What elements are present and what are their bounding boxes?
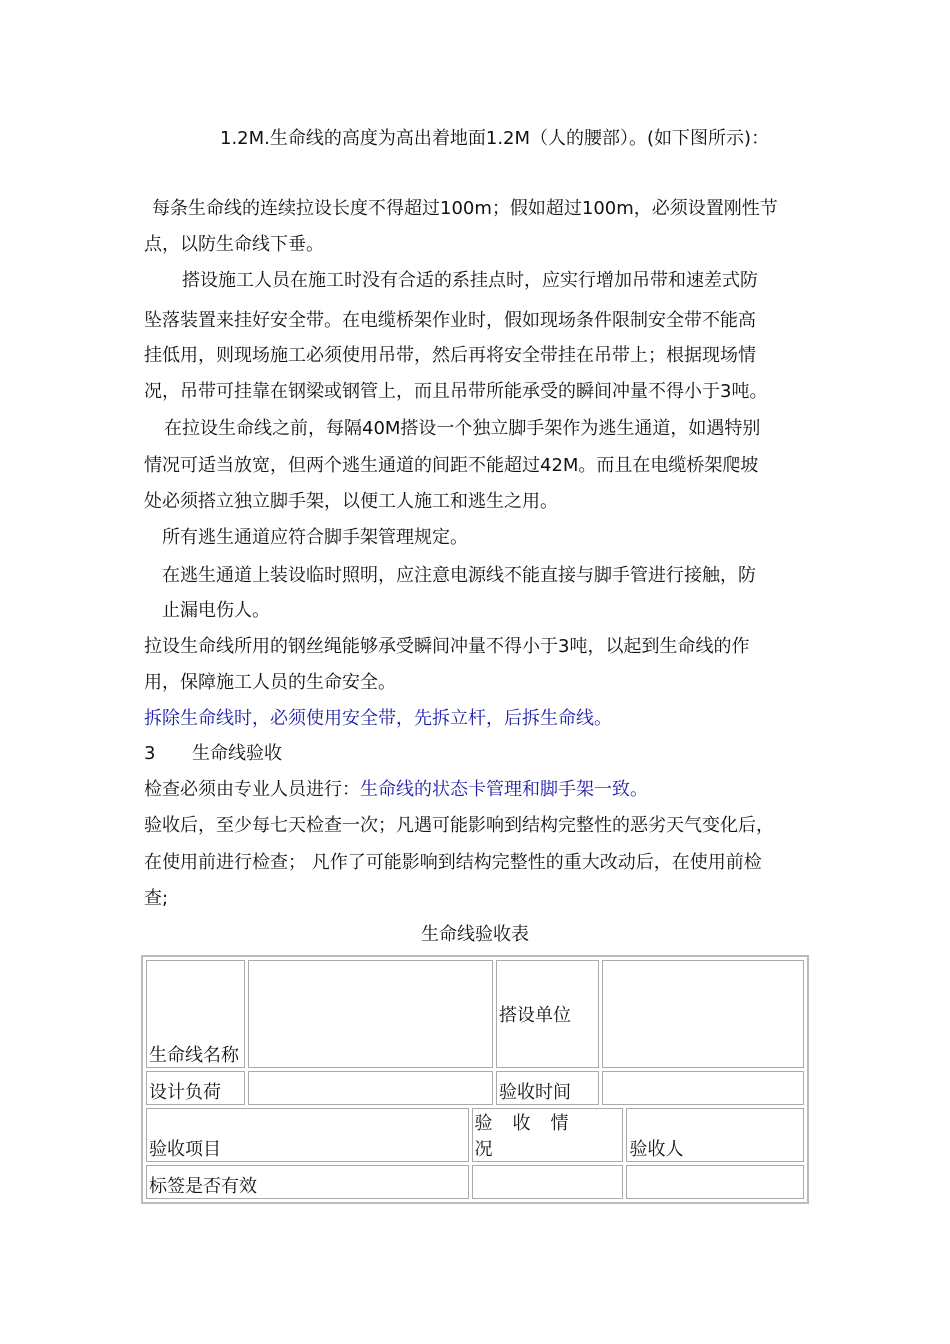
line-18-lead: 检查必须由专业人员进行： bbox=[144, 779, 360, 800]
section-number: 3 bbox=[144, 743, 156, 764]
line-20: 在使用前进行检查； 凡作了可能影响到结构完整性的重大改动后，在使用前检 bbox=[144, 852, 762, 873]
line-2: 每条生命线的连续拉设长度不得超过100m；假如超过100m，必须设置刚性节 bbox=[152, 198, 778, 219]
line-8: 在拉设生命线之前，每隔40M搭设一个独立脚手架作为逃生通道，如遇特别 bbox=[164, 418, 761, 439]
person-label: 验收人 bbox=[626, 1108, 804, 1162]
line-9: 情况可适当放宽，但两个逃生通道的间距不能超过42M。而且在电缆桥架爬坡 bbox=[144, 455, 759, 476]
load-value bbox=[248, 1071, 493, 1105]
line-11: 所有逃生通道应符合脚手架管理规定。 bbox=[162, 527, 468, 548]
time-label: 验收时间 bbox=[496, 1071, 599, 1105]
line-7: 况，吊带可挂靠在钢梁或钢管上，而且吊带所能承受的瞬间冲量不得小于3吨。 bbox=[144, 381, 768, 402]
section-title: 生命线验收 bbox=[192, 743, 282, 764]
time-value bbox=[602, 1071, 804, 1105]
line-1: 1.2M.生命线的高度为高出着地面1.2M（人的腰部）。(如下图所示)： bbox=[220, 128, 770, 149]
acceptance-table bbox=[141, 955, 809, 1204]
line-18-highlight: 生命线的状态卡管理和脚手架一致。 bbox=[360, 779, 648, 800]
item-label: 验收项目 bbox=[146, 1108, 469, 1162]
line-19: 验收后，至少每七天检查一次；凡遇可能影响到结构完整性的恶劣天气变化后， bbox=[144, 815, 774, 836]
table-caption: 生命线验收表 bbox=[421, 924, 529, 945]
line-12: 在逃生通道上装设临时照明，应注意电源线不能直接与脚手管进行接触，防 bbox=[162, 565, 756, 586]
line-16: 拆除生命线时，必须使用安全带，先拆立杆，后拆生命线。 bbox=[144, 708, 612, 729]
line-3: 点，以防生命线下垂。 bbox=[144, 234, 324, 255]
line-13: 止漏电伤人。 bbox=[162, 600, 270, 621]
load-label: 设计负荷 bbox=[146, 1071, 245, 1105]
tag-status-value bbox=[472, 1165, 624, 1199]
line-5: 坠落装置来挂好安全带。在电缆桥架作业时，假如现场条件限制安全带不能高 bbox=[144, 310, 756, 331]
name-value bbox=[248, 960, 493, 1068]
status-label: 验收情况 bbox=[472, 1108, 624, 1162]
line-6: 挂低用，则现场施工必须使用吊带，然后再将安全带挂在吊带上；根据现场情 bbox=[144, 345, 756, 366]
line-21: 查; bbox=[144, 888, 169, 909]
line-4: 搭设施工人员在施工时没有合适的系挂点时，应实行增加吊带和速差式防 bbox=[182, 270, 758, 291]
unit-value bbox=[602, 960, 804, 1068]
line-18a bbox=[144, 779, 648, 801]
line-10: 处必须搭立独立脚手架，以便工人施工和逃生之用。 bbox=[144, 491, 558, 512]
name-label: 生命线名称 bbox=[146, 960, 245, 1068]
unit-label: 搭设单位 bbox=[496, 960, 599, 1068]
line-14: 拉设生命线所用的钢丝绳能够承受瞬间冲量不得小于3吨，以起到生命线的作 bbox=[144, 636, 750, 657]
tag-person-value bbox=[626, 1165, 804, 1199]
tag-label: 标签是否有效 bbox=[146, 1165, 469, 1199]
line-15: 用，保障施工人员的生命安全。 bbox=[144, 672, 396, 693]
